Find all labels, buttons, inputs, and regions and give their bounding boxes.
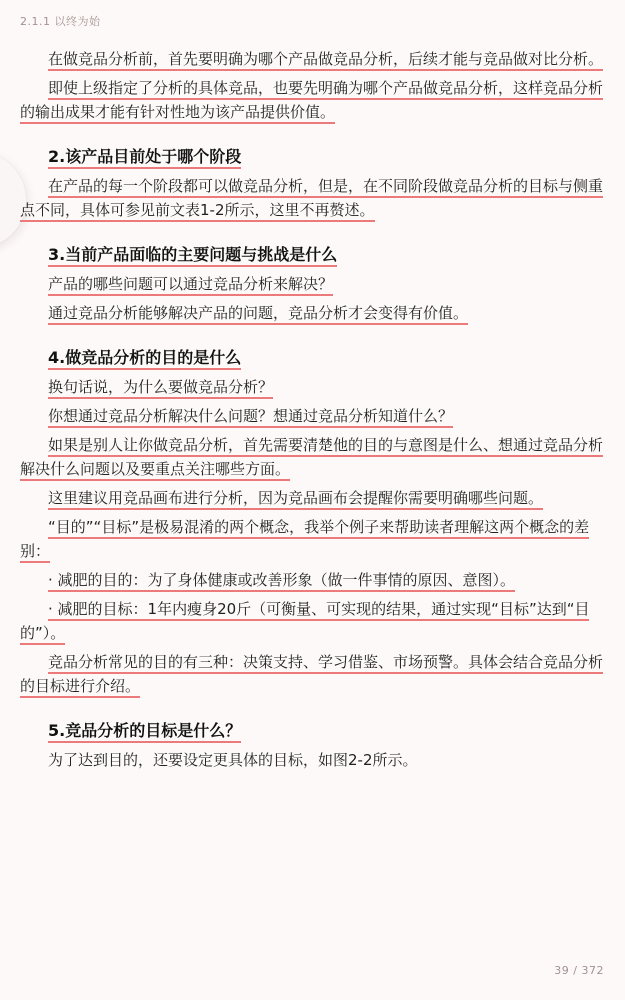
text-line	[20, 515, 605, 539]
underlined-line-text: 5.竞品分析的目标是什么？	[48, 721, 241, 743]
underlined-line-text: · 减肥的目标：1年内瘦身20斤（可衡量、可实现的结果，通过实现“目标”达到“目	[48, 600, 589, 621]
section-heading	[20, 346, 605, 370]
underlined-line-text: 在产品的每一个阶段都可以做竞品分析，但是，在不同阶段做竞品分析的目标与侧重	[48, 177, 603, 198]
underlined-line-text: 的目标进行介绍。	[20, 677, 140, 698]
text-line	[20, 748, 605, 772]
text-line	[20, 433, 605, 457]
underlined-line-text: 在做竞品分析前，首先要明确为哪个产品做竞品分析，后续才能与竞品做对比分析。	[48, 50, 603, 71]
underlined-line-text: 这里建议用竞品画布进行分析，因为竞品画布会提醒你需要明确哪些问题。	[48, 489, 543, 510]
underlined-line-text: 竞品分析常见的目的有三种：决策支持、学习借鉴、市场预警。具体会结合竞品分析	[48, 653, 603, 674]
underlined-line-text: 你想通过竞品分析解决什么问题？想通过竞品分析知道什么？	[48, 407, 453, 428]
text-line	[20, 457, 605, 481]
underlined-line-text: 的输出成果才能有针对性地为该产品提供价值。	[20, 103, 335, 124]
text-line	[20, 597, 605, 621]
text-line	[20, 272, 605, 296]
underlined-line-text: 产品的哪些问题可以通过竞品分析来解决？	[48, 275, 333, 296]
text-line	[20, 198, 605, 222]
underlined-line-text: 2.该产品目前处于哪个阶段	[48, 147, 241, 169]
underlined-line-text: 的”）。	[20, 624, 65, 645]
section-heading	[20, 719, 605, 743]
text-line	[20, 76, 605, 100]
section-heading	[20, 145, 605, 169]
text-content	[20, 42, 605, 772]
text-line	[20, 47, 605, 71]
text-line	[20, 100, 605, 124]
text-line	[20, 674, 605, 698]
underlined-line-text: 如果是别人让你做竞品分析，首先需要清楚他的目的与意图是什么、想通过竞品分析	[48, 436, 603, 457]
underlined-line-text: 4.做竞品分析的目的是什么	[48, 348, 241, 370]
chapter-header: 2.1.1 以终为始	[20, 15, 101, 28]
text-line	[20, 568, 605, 592]
page-indicator: 39 / 372	[554, 964, 604, 977]
text-line	[20, 621, 605, 645]
line-text: 为了达到目的，还要设定更具体的目标，如图2-2所示。	[48, 751, 418, 769]
text-line	[20, 301, 605, 325]
text-line	[20, 174, 605, 198]
underlined-line-text: 3.当前产品面临的主要问题与挑战是什么	[48, 245, 337, 267]
underlined-line-text: 别：	[20, 542, 50, 563]
underlined-line-text: · 减肥的目的：为了身体健康或改善形象（做一件事情的原因、意图）。	[48, 571, 515, 592]
underlined-line-text: 换句话说，为什么要做竞品分析？	[48, 378, 273, 399]
underlined-line-text: 即使上级指定了分析的具体竞品，也要先明确为哪个产品做竞品分析，这样竞品分析	[48, 79, 603, 100]
text-line	[20, 486, 605, 510]
underlined-line-text: “目的”“目标”是极易混淆的两个概念，我举个例子来帮助读者理解这两个概念的差	[48, 518, 589, 539]
underlined-line-text: 通过竞品分析能够解决产品的问题，竞品分析才会变得有价值。	[48, 304, 468, 325]
underlined-line-text: 解决什么问题以及要重点关注哪些方面。	[20, 460, 290, 481]
text-line	[20, 404, 605, 428]
text-line	[20, 650, 605, 674]
text-line	[20, 539, 605, 563]
section-heading	[20, 243, 605, 267]
text-line	[20, 375, 605, 399]
underlined-line-text: 点不同，具体可参见前文表1-2所示，这里不再赘述。	[20, 201, 375, 222]
